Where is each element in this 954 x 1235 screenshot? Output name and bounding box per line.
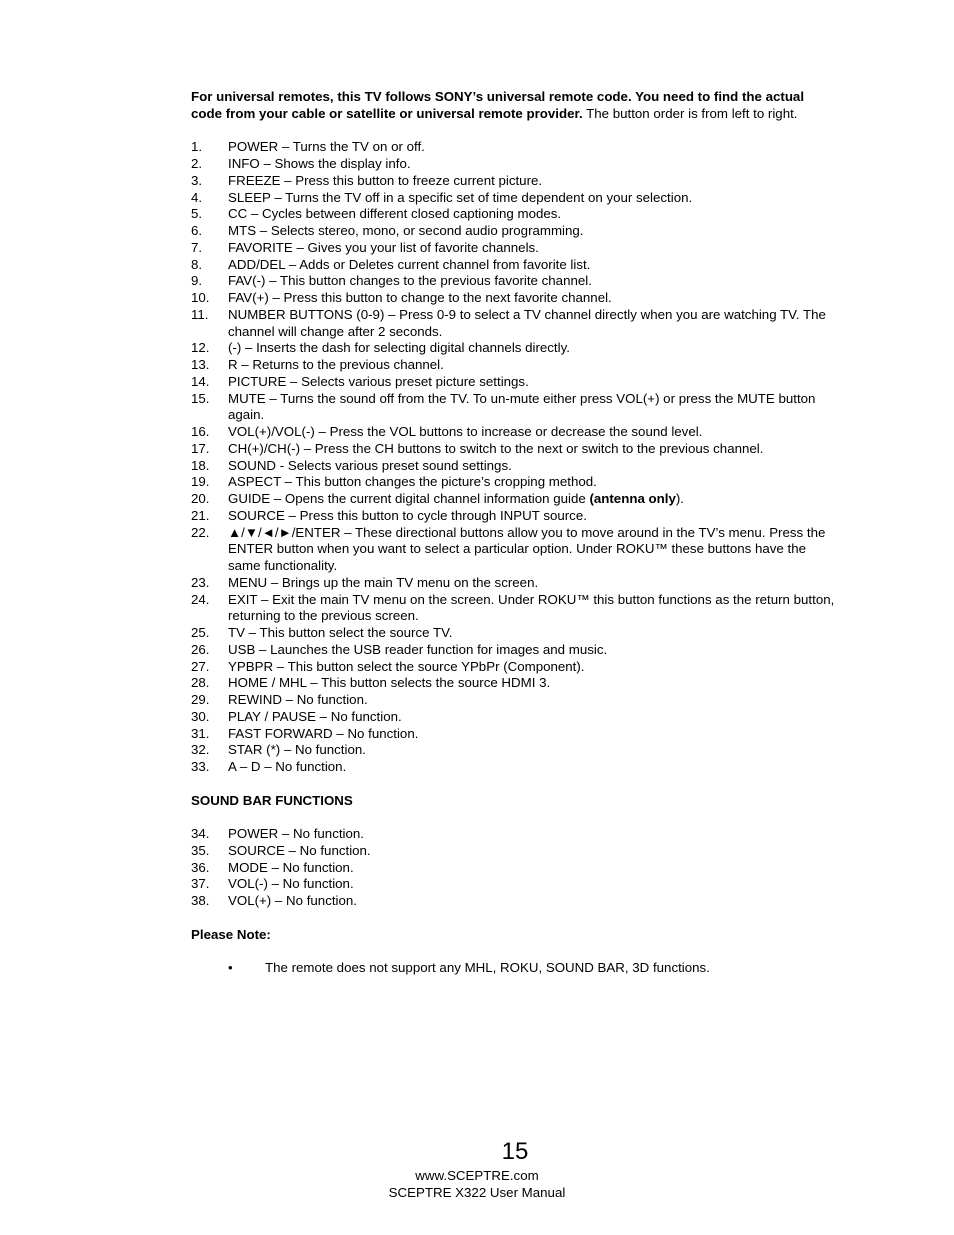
intro-normal-text: The button order is from left to right. (582, 105, 798, 121)
list-item (191, 156, 836, 173)
list-item-text (228, 893, 836, 910)
list-item (191, 290, 836, 307)
list-item (191, 525, 836, 575)
list-item-number: 13. (191, 357, 210, 372)
list-item-number: 14. (191, 373, 210, 389)
list-item (191, 458, 836, 475)
page-number: 15 (501, 1138, 529, 1165)
sound-bar-list (191, 826, 836, 910)
note-list (191, 960, 836, 977)
list-item (191, 257, 836, 274)
list-item-number: 36. (191, 859, 210, 875)
bullet-icon: • (228, 960, 233, 975)
list-item-main-text: SLEEP – Turns the TV off in a specific set of time dependent on your selection. (228, 189, 693, 205)
list-item-main-text: POWER – No function. (228, 826, 364, 841)
list-item-number: 24. (191, 591, 210, 607)
list-item-main-text: FAST FORWARD – No function. (228, 725, 419, 741)
list-item-number: 30. (191, 708, 210, 724)
list-item (191, 424, 836, 441)
page-content (191, 89, 836, 977)
list-item-number: 12. (191, 340, 210, 356)
list-item (191, 675, 836, 692)
list-item (191, 742, 836, 759)
list-item (191, 190, 836, 207)
list-item-text (228, 491, 836, 508)
list-item-number: 8. (191, 256, 203, 272)
list-item-number: 1. (191, 139, 203, 155)
list-item (191, 240, 836, 257)
list-item-main-text: EXIT – Exit the main TV menu on the screen. Under ROKU™ this button functions as the return button, returning to the previous screen. (228, 591, 835, 624)
list-item (191, 860, 836, 877)
list-item-main-text: CH(+)/CH(-) – Press the CH buttons to switch to the next or switch to the previous channel. (228, 440, 764, 456)
list-item-number: 31. (191, 725, 210, 741)
list-item-number: 15. (191, 390, 210, 406)
list-item-text (228, 675, 836, 692)
list-item-text (228, 190, 836, 207)
list-item-text (228, 307, 836, 341)
list-item-main-text: SOURCE – Press this button to cycle through INPUT source. (228, 507, 587, 523)
list-item-number: 38. (191, 893, 210, 908)
list-item (191, 726, 836, 743)
list-item-text (228, 474, 836, 491)
list-item-text (228, 726, 836, 743)
list-item-main-text: FAV(+) – Press this button to change to the next favorite channel. (228, 290, 612, 305)
list-item-main-text: INFO – Shows the display info. (228, 156, 411, 171)
list-item-number: 20. (191, 491, 210, 506)
list-item (191, 340, 836, 357)
footer-manual-title: SCEPTRE X322 User Manual (388, 1185, 566, 1200)
list-item-main-text: FREEZE – Press this button to freeze current picture. (228, 172, 543, 188)
list-item-number: 33. (191, 759, 210, 774)
list-item (191, 391, 836, 425)
list-item (191, 491, 836, 508)
list-item-number: 32. (191, 742, 210, 758)
list-item (191, 592, 836, 626)
list-item-text (228, 374, 836, 391)
list-item-number: 29. (191, 692, 210, 707)
list-item-bold-text: (antenna only (589, 491, 676, 506)
list-item-main-text: MENU – Brings up the main TV menu on the screen. (228, 574, 539, 590)
list-item-text (228, 273, 836, 290)
list-item-number: 23. (191, 574, 210, 590)
list-item-number: 16. (191, 424, 210, 439)
list-item-number: 17. (191, 440, 210, 456)
list-item-main-text: SOUND - Selects various preset sound settings. (228, 457, 512, 473)
list-item-text (228, 575, 836, 592)
list-item-main-text: YPBPR – This button select the source YPbPr (Component). (228, 658, 585, 674)
list-item (191, 357, 836, 374)
list-item (191, 508, 836, 525)
list-item-main-text: FAV(-) – This button changes to the previous favorite channel. (228, 273, 592, 289)
list-item-number: 37. (191, 876, 210, 892)
list-item-main-text: POWER – Turns the TV on or off. (228, 139, 425, 155)
list-item (191, 206, 836, 223)
list-item-main-text: USB – Launches the USB reader function for images and music. (228, 641, 608, 657)
list-item-text (228, 525, 836, 575)
list-item (191, 759, 836, 776)
list-item-number: 26. (191, 641, 210, 657)
list-item-number: 2. (191, 156, 203, 171)
list-item-main-text: ADD/DEL – Adds or Deletes current channel from favorite list. (228, 256, 591, 272)
list-item (191, 625, 836, 642)
list-item-number: 5. (191, 206, 203, 222)
list-item-number: 9. (191, 273, 203, 289)
list-item-trailing-text: ). (675, 491, 684, 506)
list-item (191, 876, 836, 893)
intro-bold-text: For universal remotes, this TV follows SONY’s universal remote code. You need to find the actual code from your cable or satellite or universal remote provider. (191, 89, 805, 121)
note-item (191, 960, 836, 977)
list-item (191, 441, 836, 458)
list-item-text (228, 843, 836, 860)
list-item-text (228, 876, 836, 893)
list-item-number: 10. (191, 290, 210, 305)
list-item-main-text: CC – Cycles between different closed captioning modes. (228, 206, 562, 222)
list-item (191, 893, 836, 910)
list-item-text (228, 860, 836, 877)
list-item (191, 659, 836, 676)
list-item-text (228, 357, 836, 374)
list-item-text (228, 173, 836, 190)
note-title: Please Note: (191, 926, 271, 942)
list-item-text (228, 826, 836, 843)
list-item-text (228, 223, 836, 240)
list-item-text (228, 391, 836, 425)
list-item (191, 223, 836, 240)
list-item-text (228, 759, 836, 776)
list-item-number: 3. (191, 172, 203, 188)
list-item-text (228, 424, 836, 441)
list-item-main-text: PLAY / PAUSE – No function. (228, 708, 402, 724)
list-item-number: 7. (191, 239, 203, 255)
sound-bar-title: SOUND BAR FUNCTIONS (191, 792, 353, 808)
list-item-main-text: NUMBER BUTTONS (0-9) – Press 0-9 to select a TV channel directly when you are watching TV. The channel will change after 2 seconds. (228, 306, 826, 339)
list-item-main-text: FAVORITE – Gives you your list of favorite channels. (228, 239, 539, 255)
list-item-number: 19. (191, 474, 210, 490)
note-text: The remote does not support any MHL, ROKU, SOUND BAR, 3D functions. (265, 960, 710, 975)
list-item-number: 22. (191, 524, 210, 540)
list-item-number: 18. (191, 457, 210, 473)
list-item (191, 173, 836, 190)
list-item-text (228, 508, 836, 525)
list-item-main-text: STAR (*) – No function. (228, 742, 366, 758)
list-item-text (228, 290, 836, 307)
list-item-main-text: GUIDE – Opens the current digital channel information guide (228, 491, 590, 506)
footer-website: www.SCEPTRE.com (415, 1168, 539, 1183)
list-item-text (228, 592, 836, 626)
list-item-main-text: HOME / MHL – This button selects the source HDMI 3. (228, 675, 551, 691)
list-item-main-text: PICTURE – Selects various preset picture settings. (228, 373, 529, 389)
list-item-number: 35. (191, 842, 210, 858)
list-item-main-text: VOL(+)/VOL(-) – Press the VOL buttons to increase or decrease the sound level. (228, 424, 703, 439)
list-item (191, 474, 836, 491)
list-item (191, 139, 836, 156)
list-item-main-text: ▲/▼/◄/►/ENTER – These directional buttons allow you to move around in the TV’s menu. Press the ENTER button when you want to select a particular option. Under ROKU™ these buttons have the same functionality. (228, 524, 826, 573)
list-item (191, 826, 836, 843)
list-item-text (228, 625, 836, 642)
intro-paragraph (191, 89, 836, 123)
list-item (191, 374, 836, 391)
list-item-number: 21. (191, 507, 210, 523)
list-item-number: 34. (191, 826, 210, 841)
list-item (191, 692, 836, 709)
list-item-main-text: REWIND – No function. (228, 692, 368, 707)
list-item (191, 273, 836, 290)
list-item-number: 6. (191, 223, 203, 238)
list-item-main-text: ASPECT – This button changes the picture’s cropping method. (228, 474, 597, 490)
list-item (191, 642, 836, 659)
list-item-main-text: A – D – No function. (228, 759, 347, 774)
list-item-number: 11. (191, 306, 209, 322)
list-item-text (228, 240, 836, 257)
list-item-number: 4. (191, 189, 203, 205)
list-item (191, 575, 836, 592)
list-item-main-text: MODE – No function. (228, 859, 354, 875)
list-item-text (228, 156, 836, 173)
list-item-main-text: TV – This button select the source TV. (228, 625, 453, 640)
list-item-text (228, 458, 836, 475)
list-item (191, 709, 836, 726)
list-item-text (228, 340, 836, 357)
list-item-main-text: SOURCE – No function. (228, 842, 371, 858)
list-item (191, 843, 836, 860)
list-item (191, 307, 836, 341)
list-item-text (228, 441, 836, 458)
list-item-text (228, 742, 836, 759)
list-item-main-text: VOL(-) – No function. (228, 876, 354, 892)
list-item-main-text: MTS – Selects stereo, mono, or second audio programming. (228, 223, 584, 238)
list-item-text (228, 659, 836, 676)
list-item-text (228, 692, 836, 709)
list-item-text (228, 139, 836, 156)
list-item-text (228, 709, 836, 726)
list-item-number: 25. (191, 625, 210, 640)
list-item-text (228, 206, 836, 223)
list-item-main-text: R – Returns to the previous channel. (228, 357, 444, 372)
list-item-number: 28. (191, 675, 210, 691)
remote-button-list (191, 139, 836, 776)
list-item-number: 27. (191, 658, 210, 674)
list-item-main-text: VOL(+) – No function. (228, 893, 357, 908)
list-item-main-text: (-) – Inserts the dash for selecting digital channels directly. (228, 340, 570, 356)
list-item-main-text: MUTE – Turns the sound off from the TV. To un-mute either press VOL(+) or press the MUTE button again. (228, 390, 816, 423)
list-item-text (228, 642, 836, 659)
page-footer (0, 1137, 954, 1201)
list-item-text (228, 257, 836, 274)
